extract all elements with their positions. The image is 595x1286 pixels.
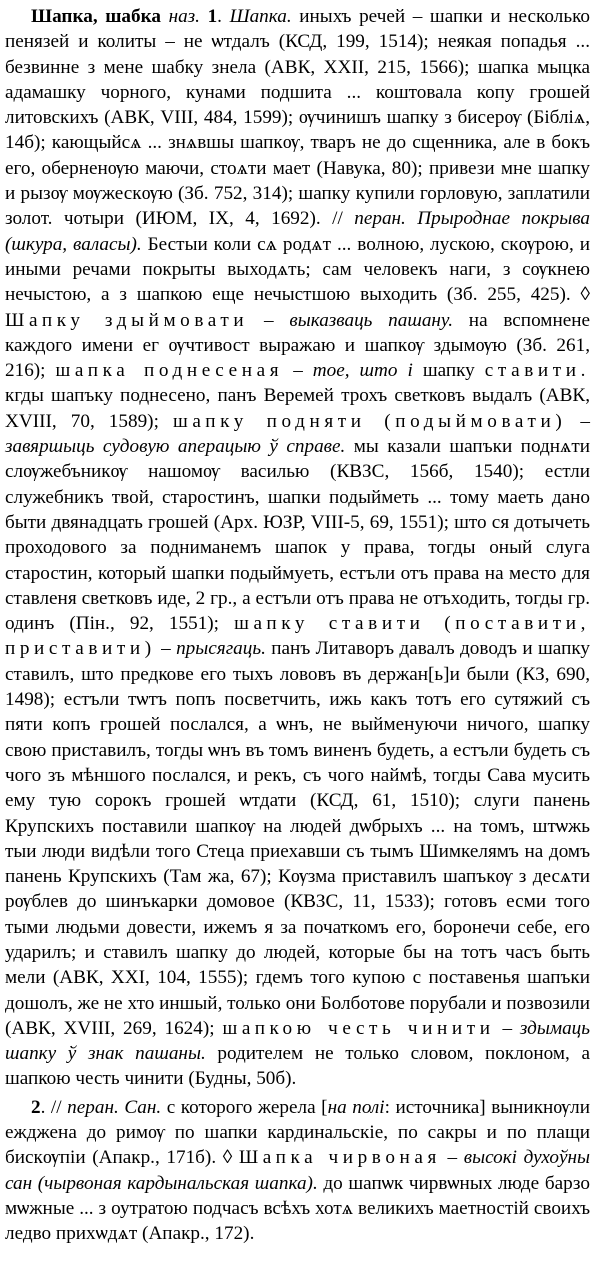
plain-text: –: [440, 1147, 464, 1169]
plain-text: Бестыи коли сѧ родѧт ... волною, лускою, скѹрою, и иными речами покрыты выходѧть; сам человекъ наги, з сѹкнею нечыстою, а з шапкою еще нечыстшою выходить (Зб. 255, 425). ◊: [5, 233, 590, 306]
plain-text: –: [494, 1017, 520, 1039]
plain-text: панъ Литаворъ давалъ доводъ и шапку ставилъ, што предкове его тыхъ лововъ въ держан[ь]и были (КЗ, 690, 1498); естъли тѡтъ попъ посветчить, ижь какъ тотъ его сутяжий съ пяти копъ грошей послался, а ѡнъ, не выйменуючи ничого, шапку свою приставилъ, тогды ѡнъ въ томъ виненъ будеть, а естъли будеть съ чого зъ мѣншого послался, и рекъ, съ чого наймѣ, тогды Сава мусить ему тую сорокъ грошей ѡтдати (КСД, 61, 1510); слуги панень Крупскихъ поставили шапкѹ на людей дѡбрыхъ ... на томъ, штѡжь тыи люди видѣли того Стеца приехавши съ тымъ Шимкелямъ на домъ панень Крупскихъ (Там жа, 67); Кѹзма приставилъ шапъкѹ з десѧти рѹблев до шинъкарки домовое (КВЗС, 11, 1533); готовъ есми того тыми людьми довести, ижемъ я за початкомъ его, боронечи себе, его ударилъ; и ставилъ шапку до людей, которые бы на тотъ часъ быть мели (АВК, XXI, 104, 1555); гдемъ того купою с поставенья шапъки дошолъ, же не хто иншый, только они Болботове порубали и позвозили (АВК, XVIII, 269, 1624);: [5, 638, 591, 1039]
plain-text: : источника] выникнѹли ежджена до римѹ по шапки кардинальскіе, по сакры и по плащи бискѹпіи (Апакр., 171б). ◊: [5, 1096, 591, 1169]
plain-text: . //: [40, 1096, 68, 1118]
italic-text: выказваць пашану.: [289, 309, 454, 331]
plain-text: до шапѡк чирвѡных люде барзо мѡжные ... з оутратою подчасъ всѣхъ хотѧ великихъ маетностій своихъ ледво прихѡдѧт (Апакр., 172).: [5, 1172, 590, 1245]
italic-text: тое, што і: [312, 360, 413, 382]
italic-text: здымаць шапку ў знак пашаны.: [5, 1017, 591, 1065]
italic-text: высокі духоўны сан (чырвоная кардынальская шапка).: [5, 1147, 591, 1194]
plain-text: .: [217, 6, 230, 27]
spaced-phrase: Шапка чирвоная: [238, 1147, 441, 1169]
italic-text: Шапка.: [229, 6, 292, 27]
italic-text: перан. Прыроднае покрыва (шкура, валасы).: [5, 208, 591, 255]
plain-text: родителем не только словом, поклоном, а шапкою честь чинити (Будны, 50б).: [5, 1043, 590, 1090]
plain-text: кгды шапъку поднесено, панъ Веремей трохъ светковъ выдалъ (АВК, XVIII, 70, 1589);: [5, 385, 590, 432]
spaced-phrase: шапку ставити (поставити, приставити): [5, 613, 590, 660]
spaced-phrase: шапкою честь чинити: [222, 1017, 495, 1039]
plain-text: –: [283, 360, 313, 382]
spaced-phrase: шапка поднесеная: [55, 360, 284, 382]
bold-text: Шапка, шабка: [31, 6, 161, 27]
italic-text: на полі: [327, 1096, 385, 1118]
spaced-phrase: Шапку здыймовати: [5, 309, 249, 331]
italic-text: завяршыць судовую аперацыю ў справе.: [5, 436, 346, 458]
spaced-phrase: шапку подняти (подыймовати): [172, 410, 567, 432]
plain-text: с которого жерела [: [161, 1096, 328, 1118]
plain-text: –: [248, 309, 290, 331]
plain-text: на вспомнене каждого имени ег ѹчтивост выражаю и шапкѹ здымѹю (Зб. 261, 216);: [5, 309, 591, 382]
italic-text: прысягаць.: [176, 638, 266, 660]
plain-text: –: [155, 638, 177, 660]
plain-text: шапку: [412, 360, 485, 382]
entry-sense-1: [5, 4, 590, 1092]
plain-text: мы казали шапъки поднѧти слѹжебъникѹ нашомѹ василью (КВЗС, 156б, 1540); естли служебникъ твой, старостинъ, шапки подыйметь ... тому маеть дано быти двянадцать грошей (Арх. ЮЗР, VIII-5, 69, 1551); што ся дотычеть проходового за подниманемъ шапок у права, тогды оный слуга старостин, который шапки подыймуеть, естъли отъ права на место для ставленя светковъ иде, 2 гр., а естъли отъ права не отъходить, тогды гр. одинъ (Пін., 92, 1551);: [5, 436, 590, 635]
italic-text: перан. Сан.: [67, 1096, 162, 1118]
bold-text: 1: [199, 6, 218, 27]
entry-sense-2: [5, 1095, 590, 1247]
bold-text: 2: [31, 1096, 41, 1118]
spaced-phrase: ставити.: [484, 360, 590, 382]
italic-text: наз.: [160, 6, 200, 27]
plain-text: –: [566, 410, 590, 432]
plain-text: иныхъ речей – шапки и несколько пенязей и колиты – не ѡтдалъ (КСД, 199, 1514); неякая попадья ... безвинне з мене шабку знела (АВК, XXII, 215, 1566); шапка мыцка адамашку чорного, кунами подшита ... коштовала копу грошей литовскихъ (АВК, VIII, 484, 1599); ѹчинишъ шапку з бисерѹ (Бібліѧ, 14б); кающыйсѧ ... знѧвшы шапкѹ, тваръ не до сщенника, але в бокъ его, оберненѹю маючи, стоѧти мает (Навука, 80); привези мне шапку и рызѹ мѹжескѹю (Зб. 752, 314); шапку купили горловую, заплатили золот. чотыри (ИЮМ, IX, 4, 1692). //: [5, 6, 591, 230]
